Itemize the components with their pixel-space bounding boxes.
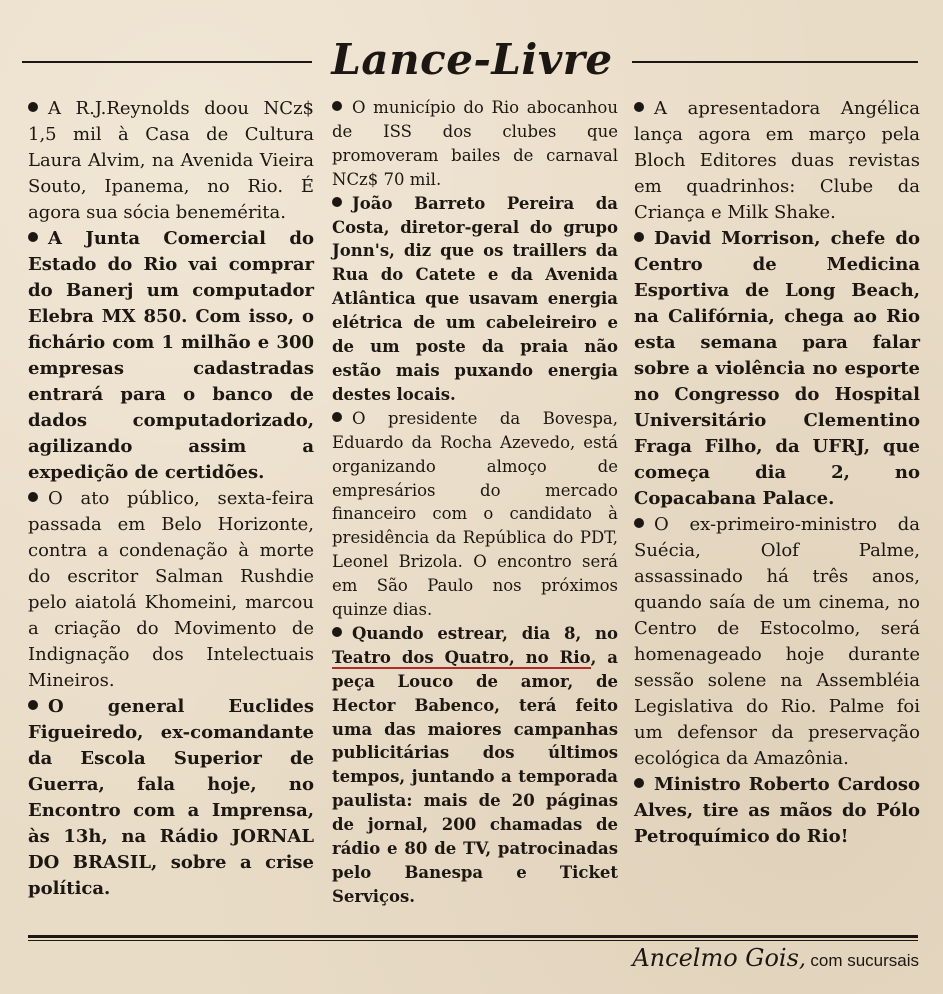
news-item-text: A apresentadora Angélica lança agora em março pela Bloch Editores duas revistas em quadrinhos: Clube da Criança e Milk Shake. <box>634 98 920 223</box>
bullet-icon <box>28 700 38 710</box>
news-item-text: O ato público, sexta-feira passada em Belo Horizonte, contra a condenação à morte do escritor Salman Rushdie pelo aiatolá Khomeini, marcou a criação do Movimento de Indignação dos Intelectuais Mineiros. <box>28 488 314 691</box>
bullet-icon <box>634 778 644 788</box>
news-item-text: O município do Rio abocanhou de ISS dos clubes que promoveram bailes de carnaval NCz$ 70 mil. <box>332 98 618 189</box>
news-item-text: David Morrison, chefe do Centro de Medicina Esportiva de Long Beach, na Califórnia, chega ao Rio esta semana para falar sobre a violência no esporte no Congresso do Hospital Universitário Clementino Fraga Filho, da UFRJ, que começa dia 2, no Copacabana Palace. <box>634 228 920 509</box>
news-item-ato-publico <box>28 486 314 694</box>
text-column-1 <box>28 96 314 902</box>
header-rule-left <box>22 61 312 63</box>
news-item-text: A Junta Comercial do Estado do Rio vai comprar do Banerj um computador Elebra MX 850. Com isso, o fichário com 1 milhão e 300 empresas cadastradas entrará para o banco de dados computadorizado, agilizando assim a expedição de certidões. <box>28 228 314 483</box>
bullet-icon <box>332 197 342 207</box>
news-item-text-a: Quando estrear, dia 8, no <box>352 623 618 643</box>
news-item-text: João Barreto Pereira da Costa, diretor-geral do grupo Jonn's, diz que os traillers da Rua do Catete e da Avenida Atlântica que usavam energia elétrica de um cabeleireiro e de um poste da praia não estão mais puxando energia destes locais. <box>332 193 618 404</box>
news-item-bovespa <box>332 407 618 622</box>
byline-suffix: com sucursais <box>810 951 919 970</box>
bullet-icon <box>332 412 342 422</box>
news-item-text: O ex-primeiro-ministro da Suécia, Olof Palme, assassinado há três anos, quando saía de um cinema, no Centro de Estocolmo, será homenageado hoje durante sessão solene na Assembléia Legislativa do Rio. Palme foi um defensor da preservação ecológica da Amazônia. <box>634 514 920 769</box>
news-item-general-figueiredo <box>28 694 314 902</box>
news-item-junta-comercial <box>28 226 314 486</box>
news-item-text: O presidente da Bovespa, Eduardo da Rocha Azevedo, está organizando almoço de empresários do mercado financeiro com o candidato à presidência da República do PDT, Leonel Brizola. O encontro será em São Paulo nos próximos quinze dias. <box>332 408 618 620</box>
bullet-icon <box>28 232 38 242</box>
news-item-ministro-cardoso <box>634 772 920 850</box>
news-item-text: Ministro Roberto Cardoso Alves, tire as mãos do Pólo Petroquímico do Rio! <box>634 774 920 847</box>
bullet-icon <box>634 232 644 242</box>
bullet-icon <box>634 518 644 528</box>
byline-separator: , <box>798 947 806 972</box>
news-item-iss <box>332 96 618 192</box>
byline-author: Ancelmo Gois <box>632 944 799 972</box>
news-item-david-morrison <box>634 226 920 512</box>
bullet-icon <box>634 102 644 112</box>
byline <box>632 941 919 975</box>
news-item-louco-de-amor <box>332 622 618 909</box>
header-rule-right <box>632 61 918 63</box>
news-item-text: O general Euclides Figueiredo, ex-comandante da Escola Superior de Guerra, fala hoje, no Encontro com a Imprensa, às 13h, na Rádio JORNAL DO BRASIL, sobre a crise política. <box>28 696 314 899</box>
news-item-text-b: , a peça Louco de amor, de Hector Babenco, terá feito uma das maiores campanhas publicitárias dos últimos tempos, juntando a temporada paulista: mais de 20 páginas de jornal, 200 chamadas de rádio e 80 de TV, patrocinadas pelo Banespa e Ticket Serviços. <box>332 647 618 906</box>
bullet-icon <box>28 492 38 502</box>
column-title: Lance-Livre <box>331 35 613 84</box>
text-column-3 <box>634 96 920 850</box>
news-item-angelica <box>634 96 920 226</box>
bullet-icon <box>28 102 38 112</box>
footer-rule <box>28 935 918 938</box>
highlighted-text: Teatro dos Quatro, no Rio <box>332 647 591 667</box>
news-item-text: A R.J.Reynolds doou NCz$ 1,5 mil à Casa de Cultura Laura Alvim, na Avenida Vieira Souto, Ipanema, no Rio. É agora sua sócia benemérita. <box>28 98 314 223</box>
column-header <box>22 30 918 90</box>
bullet-icon <box>332 627 342 637</box>
news-item-reynolds <box>28 96 314 226</box>
news-item-olof-palme <box>634 512 920 772</box>
news-item-joao-barreto <box>332 192 618 407</box>
text-column-2 <box>332 96 618 909</box>
bullet-icon <box>332 101 342 111</box>
